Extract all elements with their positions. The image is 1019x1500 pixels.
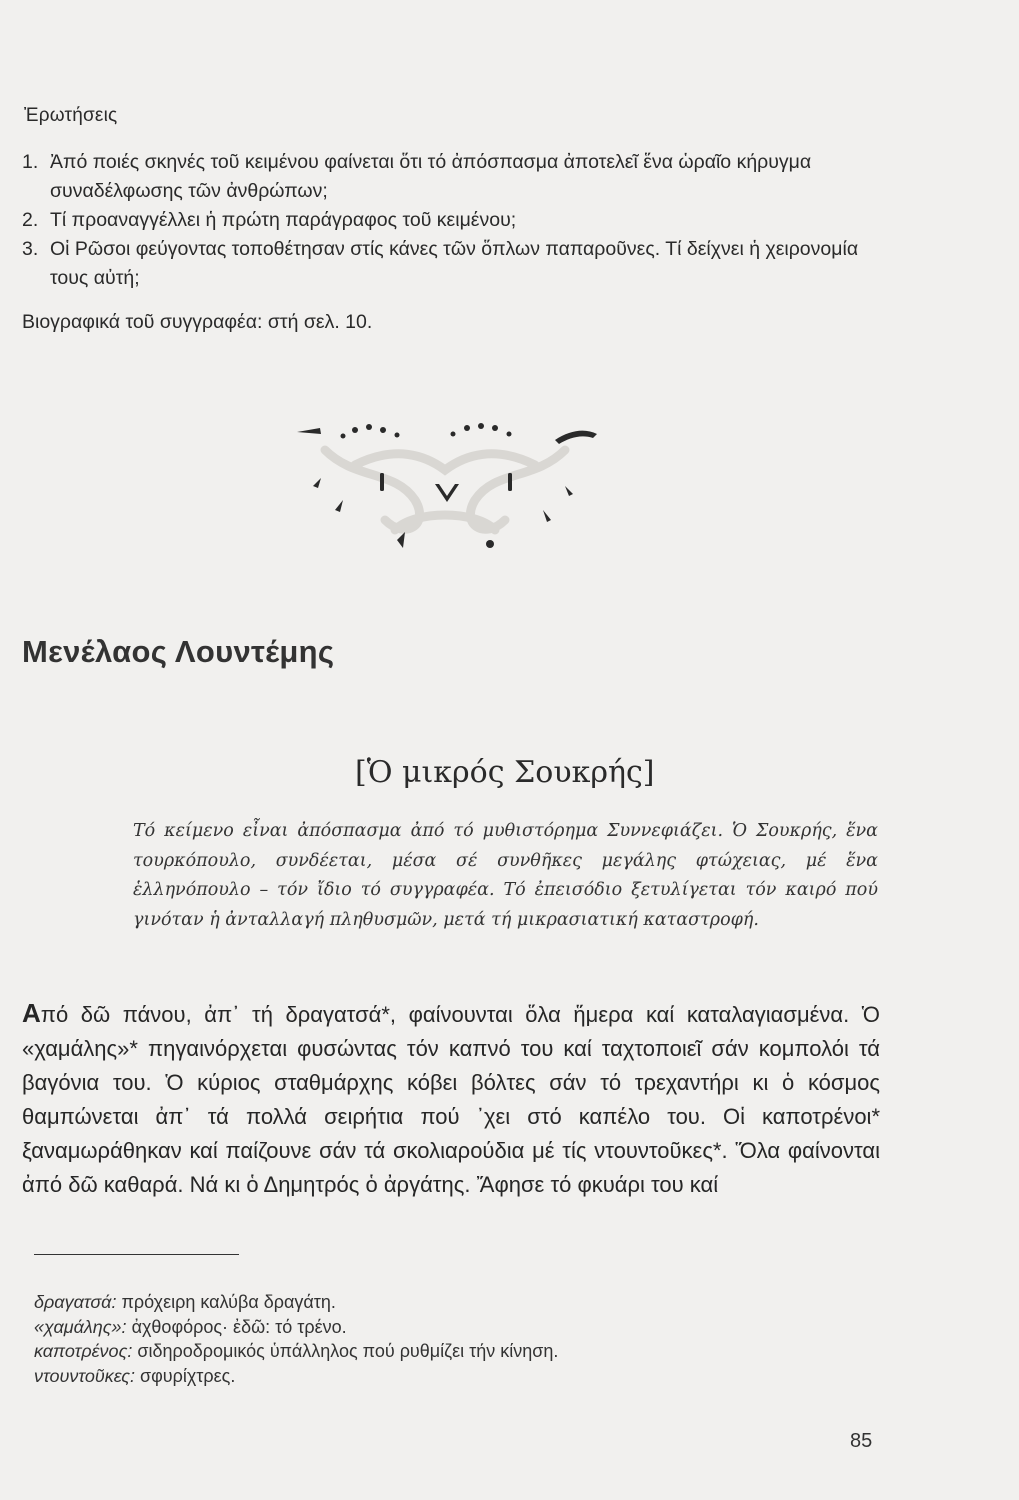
footnote-item (34, 1364, 834, 1389)
footnote-item (34, 1339, 834, 1364)
body-text: πό δῶ πάνου, ἀπ᾽ τή δραγατσά*, φαίνουνται ὅλα ἥμερα καί καταλαγιασμένα. Ὁ «χαμάλης»* πηγαινόρχεται φυσώντας τόν καπνό του καί ταχτοποιεῖ σάν κομπολόι τά βαγόνια του. Ὁ κύριος σταθμάρχης κόβει βόλτες σάν τό τρεχαντήρι κι ὁ κόσμος θαμπώνεται ἀπ᾽ τά πολλά σειρήτια πού ᾽χει στό καπέλο του. Οἱ καποτρένοι* ξαναμωράθηκαν καί παίζουνε σάν τά σκολιαρούδια μέ τίς ντουντοῦκες*. Ὅλα φαίνονται ἀπό δῶ καθαρά. Νά κι ὁ Δημητρός ὁ ἀργάτης. Ἄφησε τό φκυάρι του καί (22, 1002, 880, 1197)
question-item (22, 148, 882, 206)
footnote-item (34, 1315, 834, 1340)
footnote-term: δραγατσά: (34, 1292, 117, 1312)
footnote-term: «χαμάλης»: (34, 1316, 127, 1337)
questions-heading: Ἐρωτήσεις (24, 105, 118, 126)
footnote-definition: πρόχειρη καλύβα δραγάτη. (121, 1292, 336, 1312)
questions-list (22, 148, 882, 293)
page-number: 85 (850, 1430, 873, 1452)
footnote-term: καποτρένος: (34, 1341, 133, 1361)
question-item (22, 235, 882, 293)
chapter-title: [Ὁ μικρός Σουκρής] (355, 755, 655, 790)
question-text: Οἱ Ρῶσοι φεύγοντας τοποθέτησαν στίς κάνες τῶν ὅπλων παπαροῦνες. Τί δείχνει ἡ χειρονομία τους αὐτή; (50, 238, 859, 289)
intro-paragraph: Τό κείμενο εἶναι ἀπόσπασμα ἀπό τό μυθιστόρημα Συννεφιάζει. Ὁ Σουκρής, ἕνα τουρκόπουλο, συνδέεται, μέσα σέ συνθῆκες μεγάλης φτώχειας, μέ ἕνα ἑλληνόπουλο – τόν ἴδιο τό συγγραφέα. Τό ἐπεισόδιο ξετυλίγεται τόν καιρό πού γινόταν ἡ ἀνταλλαγή πληθυσμῶν, μετά τή μικρασιατική καταστροφή. (133, 821, 878, 930)
author-name: Μενέλαος Λουντέμης (22, 634, 335, 669)
footnote-item (34, 1290, 834, 1315)
footnote-divider (34, 1254, 239, 1255)
drop-cap: Α (22, 998, 41, 1028)
question-number: 1. (22, 151, 39, 173)
footnote-definition: σφυρίχτρες. (139, 1365, 236, 1386)
footnote-definition: ἀχθοφόρος· ἐδῶ: τό τρένο. (131, 1316, 347, 1337)
question-number: 2. (22, 209, 39, 231)
question-number: 3. (22, 238, 39, 260)
footnote-term: ντουντοῦκες: (34, 1365, 135, 1386)
question-item (22, 206, 882, 235)
ornament-vignette-icon (285, 410, 605, 570)
question-text: Ἀπό ποιές σκηνές τοῦ κειμένου φαίνεται ὅτι τό ἀπόσπασμα ἀποτελεῖ ἕνα ὡραῖο κήρυγμα συναδέλφωσης τῶν ἀνθρώπων; (50, 151, 812, 202)
biography-reference: Βιογραφικά τοῦ συγγραφέα: στή σελ. 10. (22, 311, 373, 333)
body-paragraph (22, 996, 880, 1202)
footnotes-list (34, 1290, 834, 1388)
footnote-definition: σιδηροδρομικός ὑπάλληλος πού ρυθμίζει τήν κίνηση. (137, 1341, 559, 1361)
question-text: Τί προαναγγέλλει ἡ πρώτη παράγραφος τοῦ κειμένου; (50, 209, 517, 231)
